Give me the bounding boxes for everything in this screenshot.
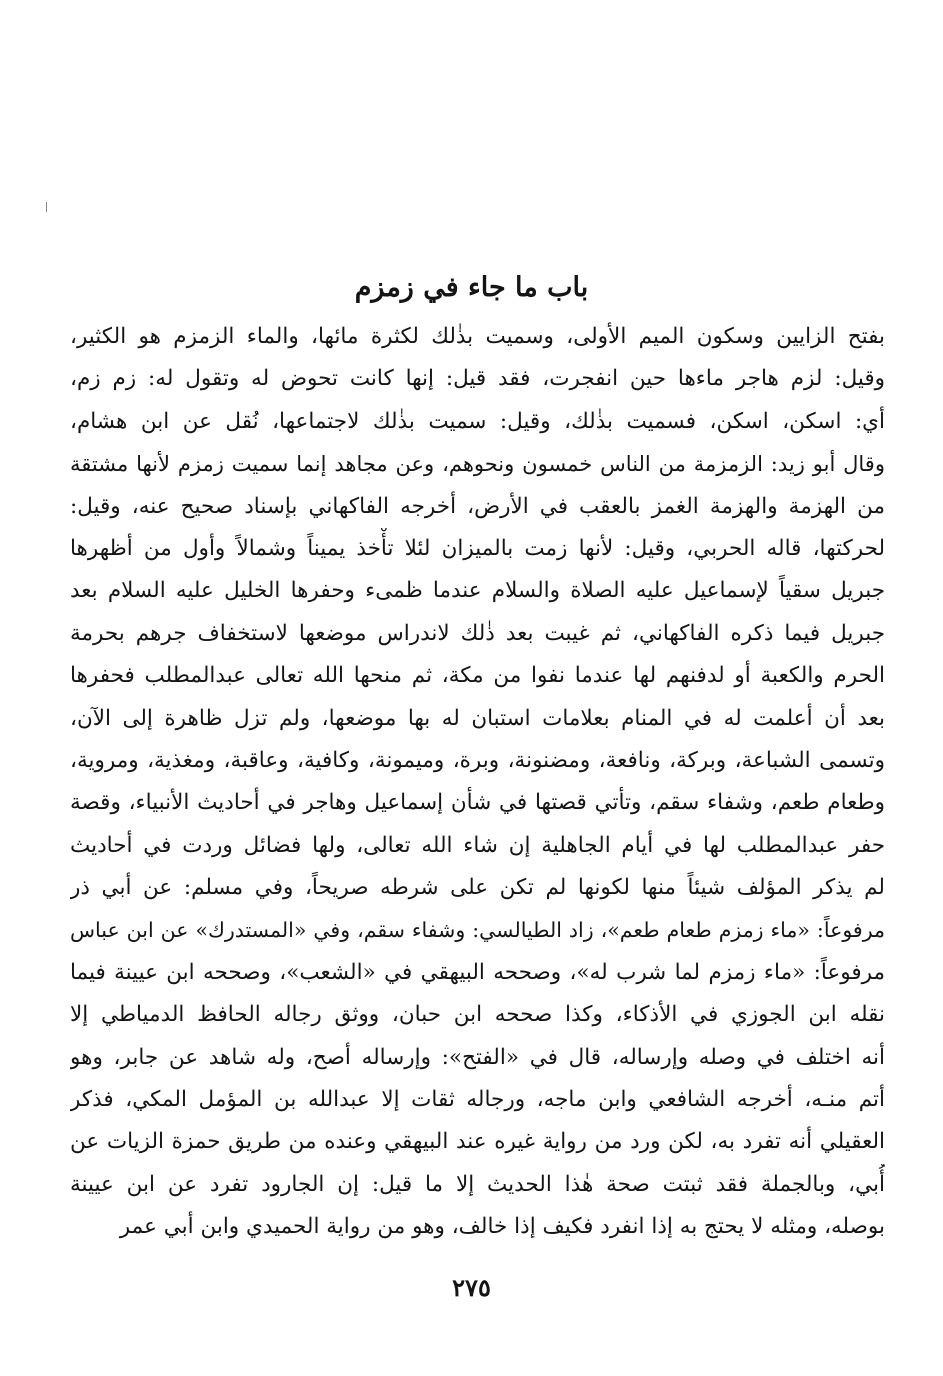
- text-line: مرفوعاً: «ماء زمزم لما شرب له»، وصححه البيهقي في «الشعب»، وصححه ابن عيينة فيما: [70, 959, 885, 985]
- text-line: أنه اختلف في وصله وإرساله، قال في «الفتح»: وإرساله أصح، وله شاهد عن جابر، وهو: [70, 1044, 885, 1070]
- text-line: بعد أن أعلمت له في المنام بعلامات استبان له بها موضعها، ولم تزل ظاهرة إلى الآن،: [70, 705, 885, 731]
- text-line: وقال أبو زيد: الزمزمة من الناس خمسون ونحوهم، وعن مجاهد إنما سميت زمزم لأنها مشتقة: [70, 452, 885, 477]
- text-line: جبريل سقياً لإسماعيل عليه الصلاة والسلام عندما ظمىء وحفرها الخليل عليه السلام بعد: [70, 578, 885, 604]
- text-line: العقيلي أنه تفرد به، لكن ورد من رواية غيره عند البيهقي وعنده من طريق حمزة الزيات عن: [70, 1129, 885, 1155]
- page-number: ٢٧٥: [452, 1273, 491, 1302]
- text-line: لم يذكر المؤلف شيئاً منها لكونها لم تكن على شرطه صريحاً، وفي مسلم: عن أبي ذر: [70, 875, 885, 901]
- text-line: وتسمى الشباعة، وبركة، ونافعة، ومضنونة، وبرة، وميمونة، وكافية، وعاقبة، ومغذية، ومروية،: [70, 747, 885, 773]
- text-line: من الهزمة والهزمة الغمز بالعقب في الأرض، أخرجه الفاكهاني بإسناد صحيح عنه، وقيل:: [70, 493, 885, 519]
- body-paragraph: [70, 316, 885, 1249]
- stray-ink-mark: [46, 202, 47, 212]
- text-line: بوصله، ومثله لا يحتج به إذا انفرد فكيف إذا خالف، وهو من رواية الحميدي وابن أبي عمر: [119, 1214, 885, 1240]
- chapter-title: باب ما جاء في زمزم: [354, 272, 589, 303]
- text-line: جبريل فيما ذكره الفاكهاني، ثم غيبت بعد ذٰلك لاندراس موضعها لاستخفاف جرهم بحرمة: [70, 620, 885, 646]
- text-line: لحركتها، قاله الحربي، وقيل: لأنها زمت بالميزان لئلا تأْخذ يميناً وشمالاً وأول من أظهرها: [70, 535, 885, 561]
- text-line: وطعام طعم، وشفاء سقم، وتأتي قصتها في شأن إسماعيل وهاجر في أحاديث الأنبياء، وقصة: [70, 790, 885, 816]
- text-line: الحرم والكعبة أو لدفنهم لها عندما نفوا من مكة، ثم منحها الله تعالى عبدالمطلب فحفرها: [70, 663, 885, 689]
- text-line: مرفوعاً: «ماء زمزم طعام طعم»، زاد الطيالسي: وشفاء سقم، وفي «المستدرك» عن ابن عباس: [70, 918, 885, 943]
- text-line: وقيل: لزم هاجر ماءها حين انفجرت، فقد قيل: إنها كانت تحوض له وتقول له: زم زم،: [70, 366, 885, 392]
- text-line: نقله ابن الجوزي في الأذكاء، وكذا صححه ابن حبان، ووثق رجاله الحافظ الدمياطي إلا: [70, 1002, 885, 1028]
- text-line: بفتح الزايين وسكون الميم الأولى، وسميت بذٰلك لكثرة مائها، والماء الزمزم هو الكثير،: [70, 324, 885, 349]
- text-line: أتم منـه، أخرجه الشافعي وابن ماجه، ورجاله ثقات إلا عبدالله بن المؤمل المكي، فذكر: [70, 1087, 885, 1113]
- text-line: حفر عبدالمطلب لها في أيام الجاهلية إن شاء الله تعالى، ولها فضائل وردت في أحاديث: [70, 832, 885, 858]
- text-line: أُبي، وبالجملة فقد ثبتت صحة هٰذا الحديث إلا ما قيل: إن الجارود تفرد عن ابن عيينة: [70, 1171, 885, 1197]
- text-line: أي: اسكن، اسكن، فسميت بذٰلك، وقيل: سميت بذٰلك لاجتماعها، نُقل عن ابن هشام،: [70, 408, 885, 434]
